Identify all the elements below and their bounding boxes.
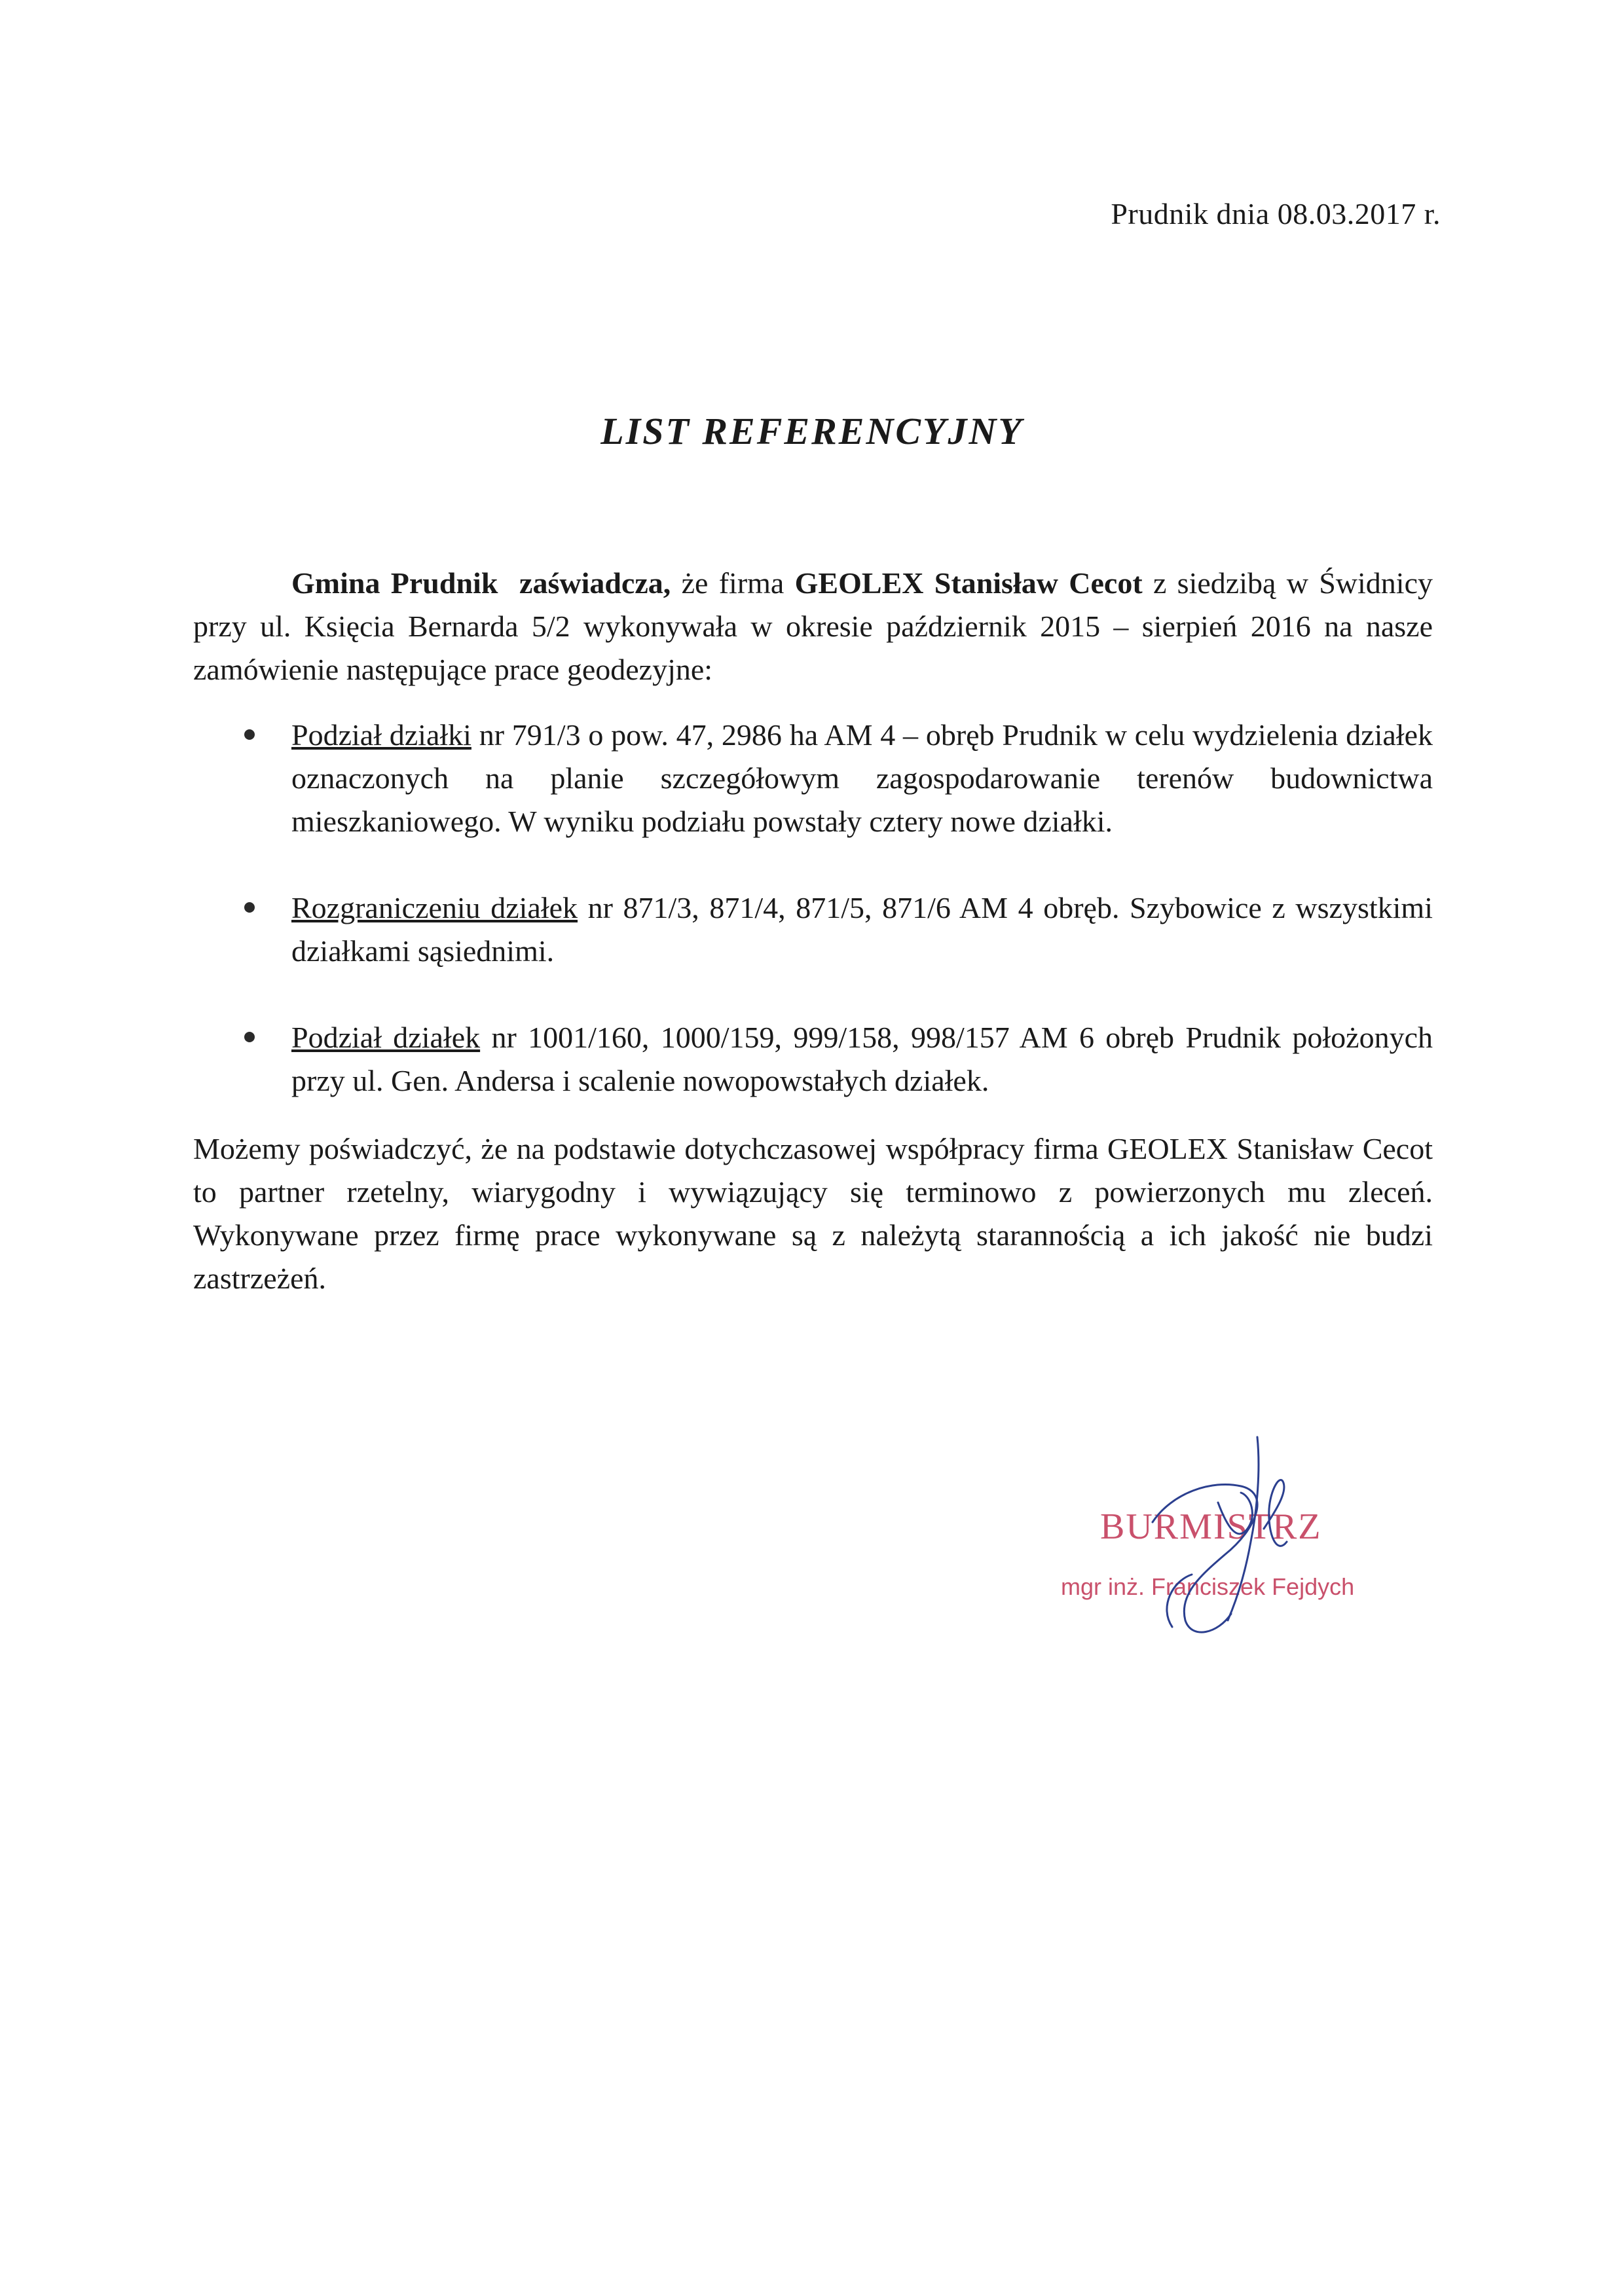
work-item-lead: Podział działki bbox=[291, 718, 471, 752]
intro-rest-text: z siedzibą w Świdnicy przy ul. Księcia Bernarda 5/2 wykonywała w okresie październik 2015 – sierpień 2016 na nasze zamówienie następujące prace geodezyjne: bbox=[193, 566, 1433, 686]
intro-paragraph bbox=[193, 562, 1433, 691]
works-list bbox=[193, 714, 1433, 1146]
work-item-text: nr 791/3 o pow. 47, 2986 ha AM 4 – obręb Prudnik w celu wydzielenia działek oznaczonych na planie szczegółowym zagospodarowanie terenów budownictwa mieszkaniowego. W wyniku podziału powstały cztery nowe działki. bbox=[291, 718, 1433, 838]
work-item-lead: Podział działek bbox=[291, 1021, 481, 1054]
mayor-stamp bbox=[1061, 1430, 1428, 1627]
stamp-title: BURMISTRZ bbox=[1100, 1506, 1322, 1547]
work-item-subdivision-1001 bbox=[193, 1016, 1433, 1102]
work-item-lead: Rozgraniczeniu działek bbox=[291, 891, 578, 924]
document-title: LIST REFERENCYJNY bbox=[600, 410, 1024, 452]
stamp-name: mgr inż. Franciszek Fejdych bbox=[1061, 1573, 1355, 1600]
company-name: GEOLEX Stanisław Cecot bbox=[794, 566, 1143, 600]
intro-mid-text: że firma bbox=[671, 566, 795, 600]
work-item-subdivision-791 bbox=[193, 714, 1433, 843]
work-item-demarcation-871 bbox=[193, 886, 1433, 973]
closing-paragraph: Możemy poświadczyć, że na podstawie dotychczasowej współpracy firma GEOLEX Stanisław Cecot to partner rzetelny, wiarygodny i wywiązujący się terminowo z powierzonych mu zleceń. Wykonywane przez firmę prace wykonywane są z należytą starannością a ich jakość nie budzi zastrzeżeń. bbox=[193, 1132, 1433, 1295]
work-item-text: nr 1001/160, 1000/159, 999/158, 998/157 AM 6 obręb Prudnik położonych przy ul. Gen. Andersa i scalenie nowopowstałych działek. bbox=[291, 1021, 1433, 1097]
issuer-name: Gmina Prudnik bbox=[291, 566, 498, 600]
work-item-text: nr 871/3, 871/4, 871/5, 871/6 AM 4 obręb. Szybowice z wszystkimi działkami sąsiednimi. bbox=[291, 891, 1433, 968]
certifies-word: zaświadcza, bbox=[519, 566, 671, 600]
document-date: Prudnik dnia 08.03.2017 r. bbox=[1111, 197, 1441, 230]
